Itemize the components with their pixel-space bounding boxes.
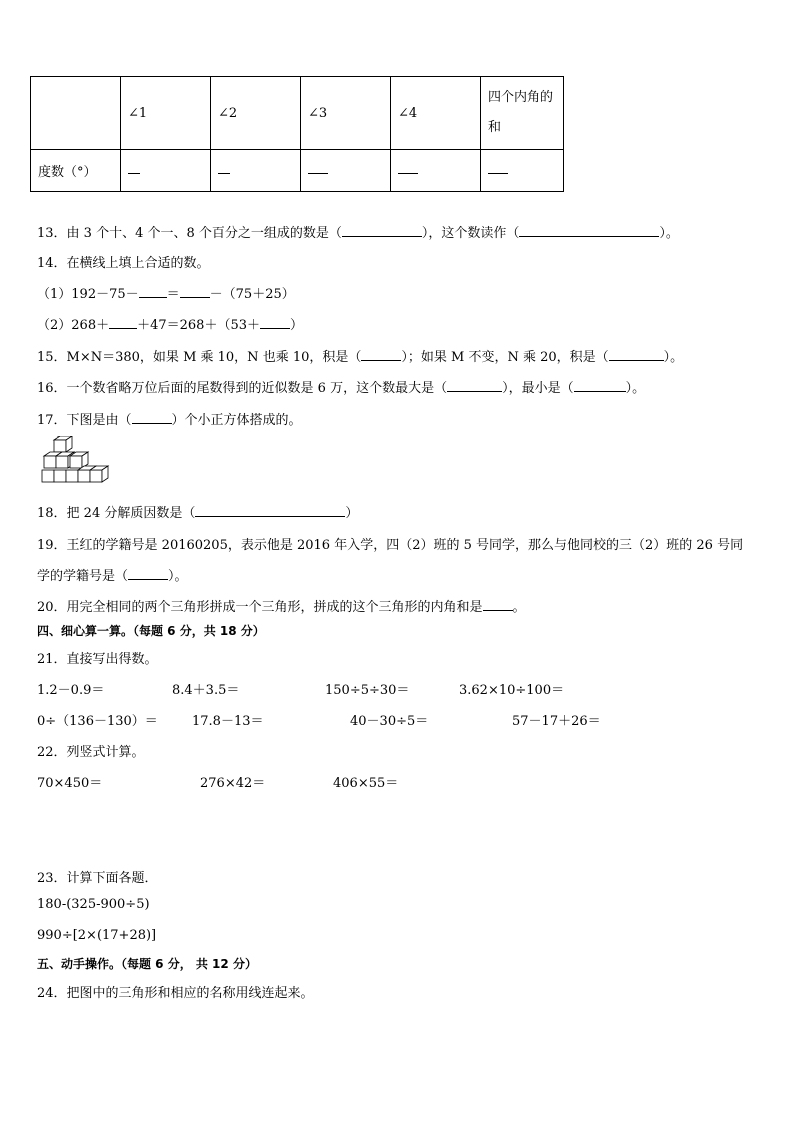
q14-blank-2[interactable] — [180, 297, 210, 298]
q21-r1-item2: 8.4＋3.5＝ — [172, 683, 240, 698]
q14-l2-c: ） — [290, 318, 304, 333]
question-14-title: 14．在横线上填上合适的数。 — [37, 256, 210, 271]
q17-blank[interactable] — [132, 423, 172, 424]
q19-text-a: 学的学籍号是（ — [37, 569, 129, 584]
q14-blank-3[interactable] — [109, 328, 137, 329]
table-header-sum: 四个内角的和 — [481, 77, 564, 150]
question-23-title: 23．计算下面各题． — [37, 871, 158, 886]
question-18 — [37, 502, 358, 521]
answer-blank-angle4[interactable] — [391, 150, 481, 192]
q18-text-b: ） — [345, 506, 359, 521]
q23-expr1: 180-(325-900÷5) — [37, 897, 150, 912]
section-5-heading: 五、动手操作。（每题 6 分， 共 12 分） — [37, 957, 257, 971]
table-header-empty — [31, 77, 121, 150]
answer-blank-angle2[interactable] — [211, 150, 301, 192]
q21-r1-item4: 3.62×10÷100＝ — [459, 683, 565, 698]
q21-r1-item1: 1.2－0.9＝ — [37, 683, 105, 698]
q13-text-c: ）。 — [659, 226, 679, 241]
q21-r2-item3: 40－30÷5＝ — [350, 714, 429, 729]
q16-blank-1[interactable] — [447, 391, 502, 392]
q15-blank-2[interactable] — [609, 360, 664, 361]
q22-item3: 406×55＝ — [333, 776, 399, 791]
question-16 — [37, 377, 645, 396]
q20-text-a: 20．用完全相同的两个三角形拼成一个三角形，拼成的这个三角形的内角和是 — [37, 600, 483, 615]
table-row-label: 度数（°） — [31, 150, 121, 192]
q22-item2: 276×42＝ — [200, 776, 266, 791]
q21-r1-item3: 150÷5÷30＝ — [325, 683, 410, 698]
q14-l2-b: ＋47＝268＋（53＋ — [137, 318, 260, 333]
q19-blank[interactable] — [128, 579, 168, 580]
cubes-figure — [40, 436, 112, 492]
q15-blank-1[interactable] — [361, 360, 401, 361]
q14-l1-b: ＝ — [166, 287, 180, 302]
q16-text-a: 16．一个数省略万位后面的尾数得到的近似数是 6 万，这个数最大是（ — [37, 381, 448, 396]
table-header-angle3: ∠3 — [301, 77, 391, 150]
q13-blank-1[interactable] — [342, 236, 422, 237]
q17-text-a: 17．下图是由（ — [37, 413, 132, 428]
q18-blank[interactable] — [195, 516, 345, 517]
q14-l1-a: （1）192－75－ — [37, 287, 139, 302]
q21-r2-item4: 57－17＋26＝ — [512, 714, 601, 729]
q19-text-b: ）。 — [168, 569, 188, 584]
question-14-line2 — [37, 314, 303, 333]
question-15 — [37, 346, 683, 365]
table-header-angle1: ∠1 — [121, 77, 211, 150]
question-19-line2 — [37, 565, 188, 584]
q13-text-a: 13．由 3 个十、4 个一、8 个百分之一组成的数是（ — [37, 226, 342, 241]
q15-text-a: 15．M×N＝380，如果 M 乘 10，N 也乘 10，积是（ — [37, 350, 362, 365]
question-22-title: 22．列竖式计算。 — [37, 745, 145, 760]
table-header-angle4: ∠4 — [391, 77, 481, 150]
question-14-line1 — [37, 283, 295, 302]
question-19-line1: 19．王红的学籍号是 20160205，表示他是 2016 年入学，四（2）班的 5 号同学，那么与他同校的三（2）班的 26 号同 — [37, 538, 744, 553]
q21-r2-item2: 17.8－13＝ — [192, 714, 264, 729]
question-24: 24．把图中的三角形和相应的名称用线连起来。 — [37, 986, 314, 1001]
answer-blank-sum[interactable] — [481, 150, 564, 192]
q23-expr2: 990÷[2×(17+28)] — [37, 928, 157, 943]
q15-text-c: ）。 — [663, 350, 684, 365]
q22-item1: 70×450＝ — [37, 776, 103, 791]
q14-l2-a: （2）268＋ — [37, 318, 110, 333]
q13-blank-2[interactable] — [519, 236, 659, 237]
q21-r2-item1: 0÷（136－130）＝ — [37, 714, 158, 729]
q16-blank-2[interactable] — [574, 391, 626, 392]
question-17 — [37, 409, 302, 428]
section-4-heading: 四、细心算一算。（每题 6 分，共 18 分） — [37, 624, 265, 638]
q18-text-a: 18．把 24 分解质因数是（ — [37, 506, 196, 521]
q16-text-b: ），最小是（ — [502, 381, 574, 396]
q17-text-b: ）个小正方体搭成的。 — [171, 413, 302, 428]
question-20 — [37, 596, 526, 615]
table-header-angle2: ∠2 — [211, 77, 301, 150]
answer-blank-angle1[interactable] — [121, 150, 211, 192]
q14-blank-1[interactable] — [139, 297, 167, 298]
angle-table — [30, 76, 564, 192]
question-21-title: 21．直接写出得数。 — [37, 652, 158, 667]
answer-blank-angle3[interactable] — [301, 150, 391, 192]
question-13 — [37, 222, 679, 241]
q20-blank[interactable] — [483, 610, 513, 611]
q20-text-b: 。 — [512, 600, 526, 615]
q13-text-b: ），这个数读作（ — [421, 226, 520, 241]
q16-text-c: ）。 — [625, 381, 646, 396]
q15-text-b: ）；如果 M 不变，N 乘 20，积是（ — [401, 350, 609, 365]
q14-l1-c: －（75＋25） — [209, 287, 295, 302]
q14-blank-4[interactable] — [260, 328, 290, 329]
